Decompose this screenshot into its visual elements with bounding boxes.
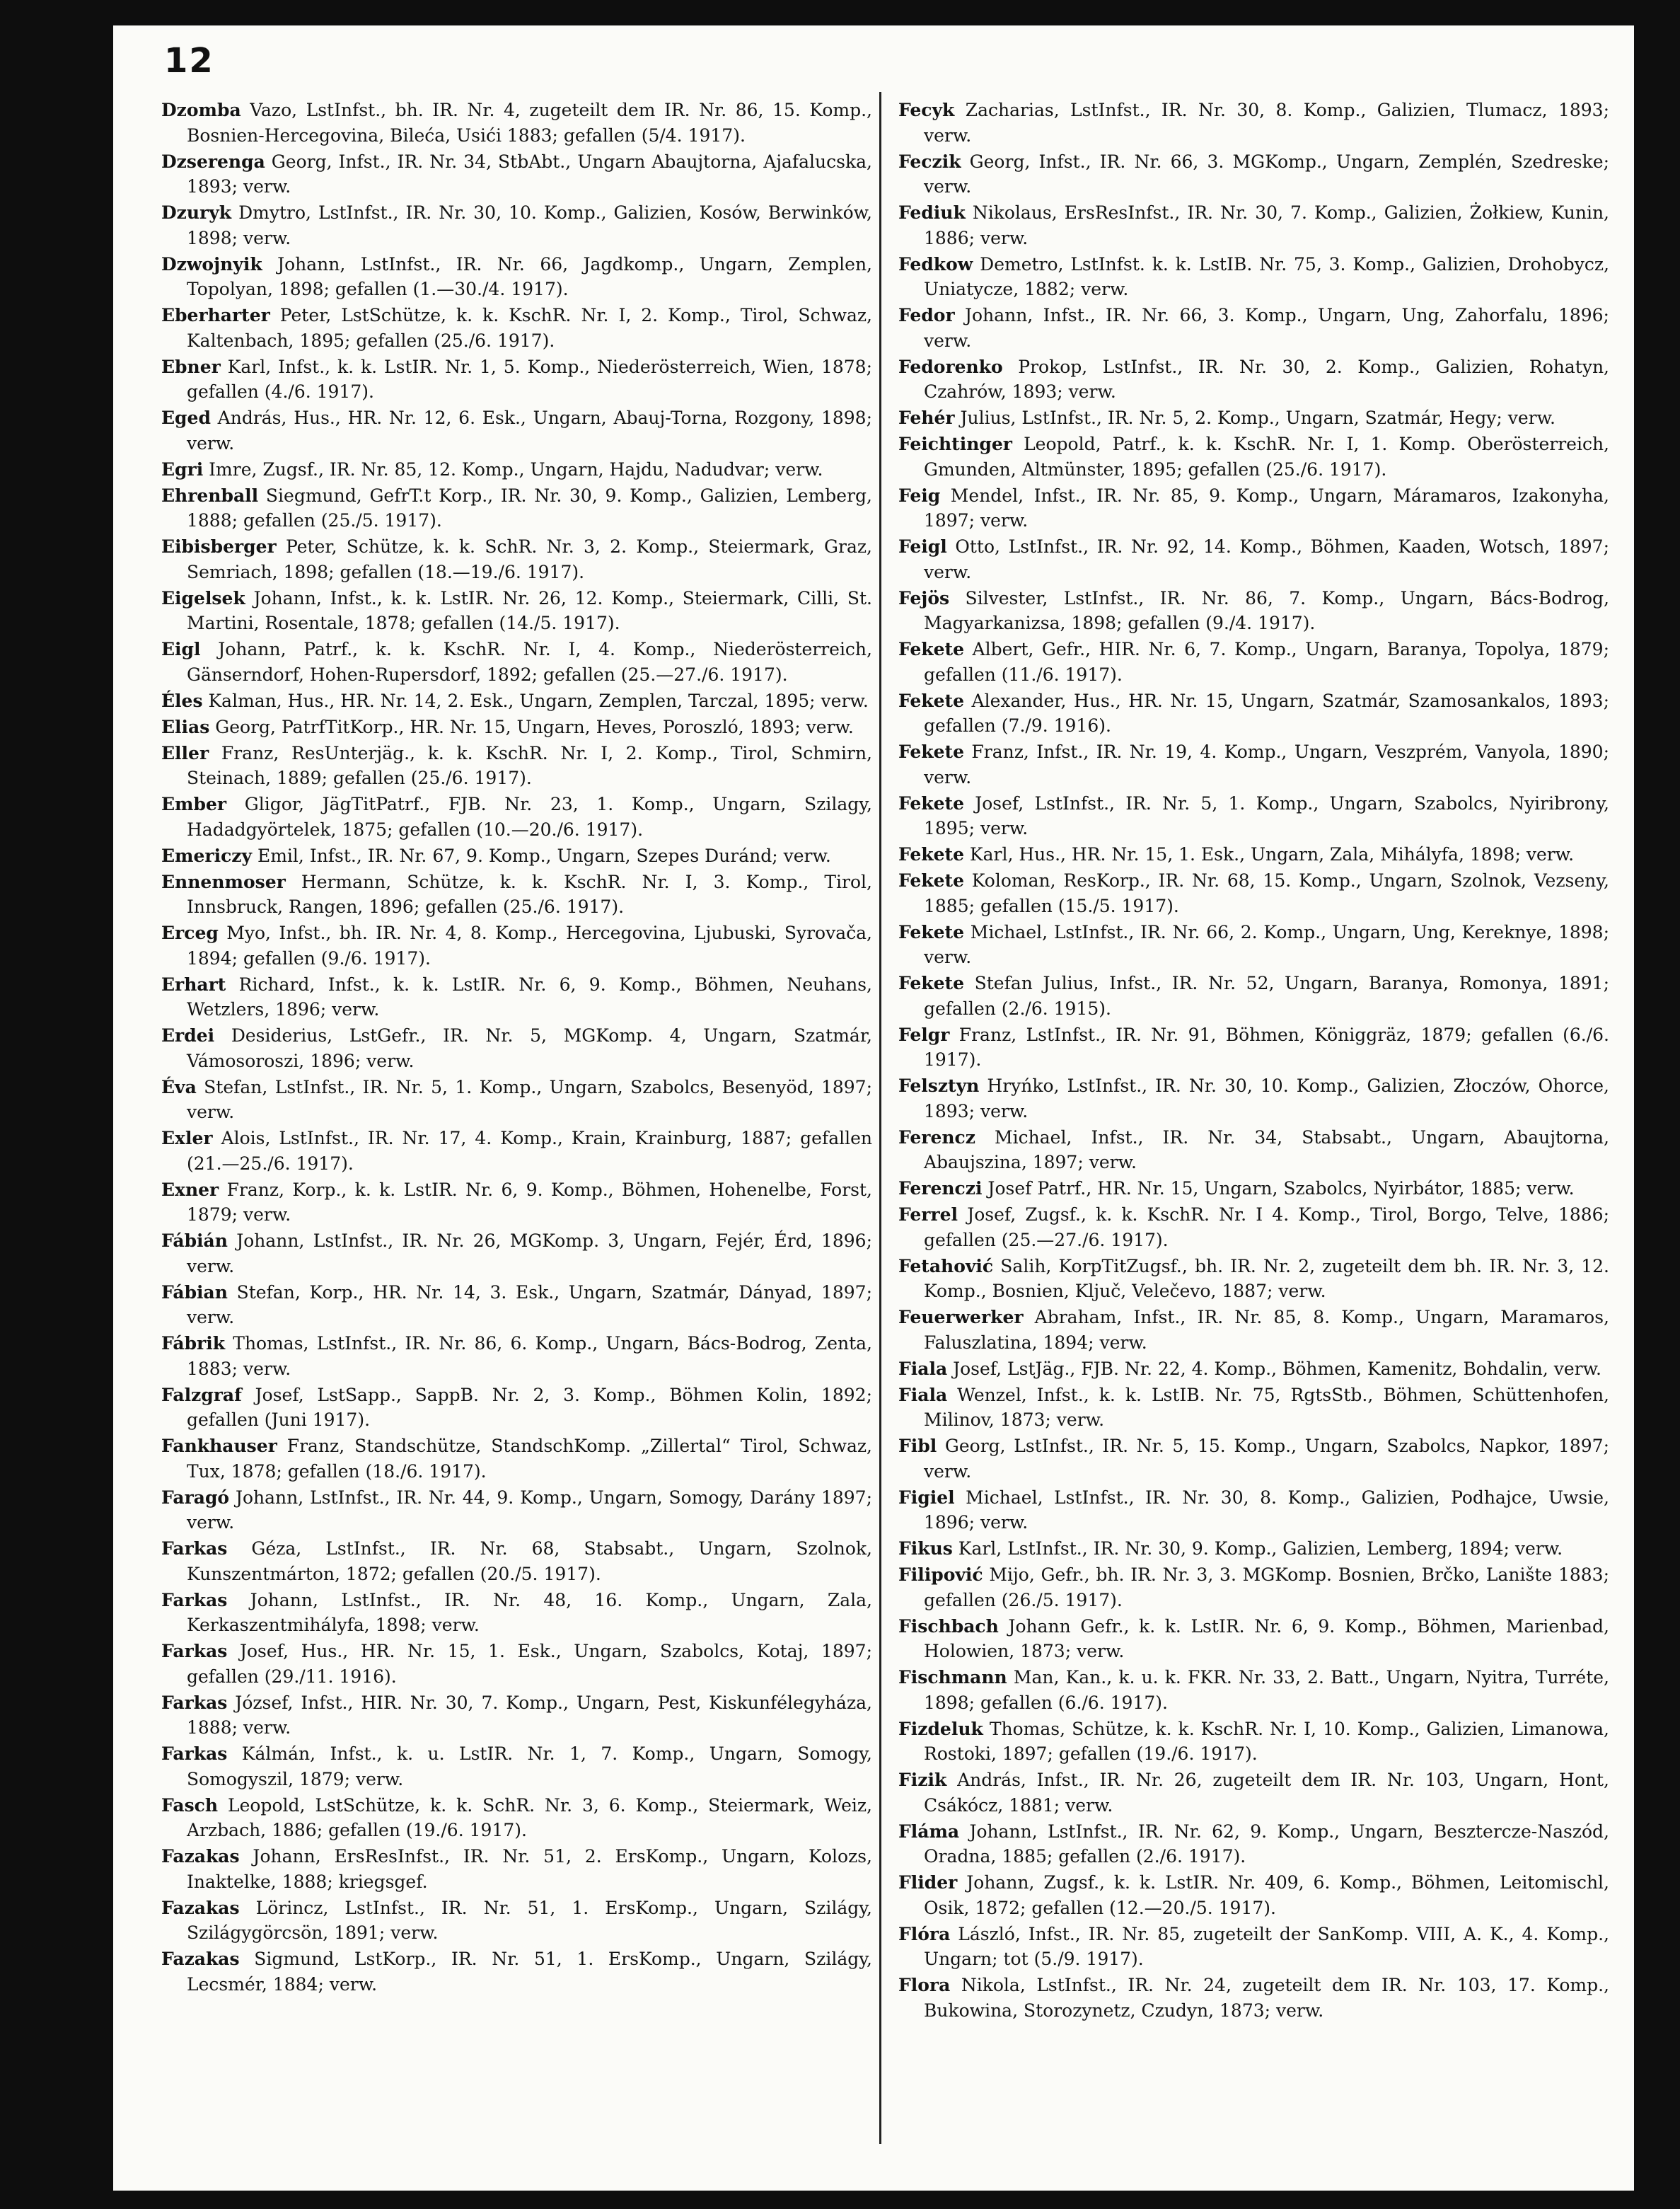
entry-details: Thomas, Schütze, k. k. KschR. Nr. I, 10. Komp., Galizien, Limanowa, Rostoki, 1897; gefallen (19./6. 1917). [924,1718,1609,1764]
entry-surname: Ennenmoser [161,871,286,892]
list-entry [898,303,1609,353]
entry-surname: Fasch [161,1794,219,1816]
entry-details: Dmytro, LstInfst., IR. Nr. 30, 10. Komp., Galizien, Kosów, Berwinków, 1898; verw. [187,202,872,248]
list-entry [898,586,1609,636]
list-entry [898,1073,1609,1124]
list-entry [898,842,1609,867]
entry-details: Johann, LstInfst., IR. Nr. 66, Jagdkomp., Ungarn, Zemplen, Topolyan, 1898; gefallen (1.—30./4. 1917). [187,253,872,299]
entry-surname: Dzuryk [161,202,232,223]
entry-details: Demetro, LstInfst. k. k. LstIB. Nr. 75, 3. Komp., Galizien, Drohobycz, Uniatycze, 1882; verw. [924,253,1609,299]
entry-surname: Fiala [898,1358,948,1379]
entry-details: Franz, ResUnterjäg., k. k. KschR. Nr. I, 2. Komp., Tirol, Schmirn, Steinach, 1889; gefallen (25./6. 1917). [187,742,872,788]
entry-details: Georg, LstInfst., IR. Nr. 5, 15. Komp., Ungarn, Szabolcs, Napkor, 1897; verw. [924,1436,1609,1482]
entry-surname: Fibl [898,1436,937,1456]
entry-details: Man, Kan., k. u. k. FKR. Nr. 33, 2. Batt., Ungarn, Nyitra, Turréte, 1898; gefallen (6./6. 1917). [924,1667,1609,1713]
entry-details: Silvester, LstInfst., IR. Nr. 86, 7. Komp., Ungarn, Bács-Bodrog, Magyarkanizsa, 1898; gefallen (9./4. 1917). [924,587,1609,633]
list-entry [898,200,1609,250]
entry-details: Karl, Hus., HR. Nr. 15, 1. Esk., Ungarn, Zala, Mihályfa, 1898; verw. [963,844,1575,865]
entry-details: Stefan, Korp., HR. Nr. 14, 3. Esk., Ungarn, Szatmár, Dányad, 1897; verw. [187,1281,872,1327]
entry-surname: Fikus [898,1538,953,1559]
entry-details: Julius, LstInfst., IR. Nr. 5, 2. Komp., Ungarn, Szatmár, Hegy; verw. [954,408,1556,428]
list-entry [161,1023,872,1073]
entry-details: Josef, LstInfst., IR. Nr. 5, 1. Komp., Ungarn, Szabolcs, Nyiribrony, 1895; verw. [924,792,1609,838]
entry-surname: Dzomba [161,100,241,120]
entry-surname: Fankhauser [161,1436,277,1456]
entry-details: Abraham, Infst., IR. Nr. 85, 8. Komp., Ungarn, Maramaros, Faluszlatina, 1894; verw. [924,1307,1609,1353]
entry-details: Peter, LstSchütze, k. k. KschR. Nr. I, 2. Komp., Tirol, Schwaz, Kaltenbach, 1895; gefallen (25./6. 1917). [187,305,872,351]
entry-surname: Fischbach [898,1615,999,1637]
list-entry [161,1741,872,1792]
entry-details: Albert, Gefr., HIR. Nr. 6, 7. Komp., Ungarn, Baranya, Topolya, 1879; gefallen (11./6. 1917). [924,639,1609,685]
entry-surname: Fábian [161,1281,228,1303]
entry-details: Johann, LstInfst., IR. Nr. 62, 9. Komp., Ungarn, Besztercze-Naszód, Oradna, 1885; gefallen (2./6. 1917). [924,1821,1609,1867]
entry-details: Gligor, JägTitPatrf., FJB. Nr. 23, 1. Komp., Ungarn, Szilagy, Hadadgyörtelek, 1875; gefallen (10.—20./6. 1917). [187,794,872,840]
entry-details: Alois, LstInfst., IR. Nr. 17, 4. Komp., Krain, Krainburg, 1887; gefallen (21.—25./6. 1917). [187,1128,872,1174]
entry-details: Leopold, LstSchütze, k. k. SchR. Nr. 3, 6. Komp., Steiermark, Weiz, Arzbach, 1886; gefallen (19./6. 1917). [187,1794,872,1840]
list-entry [161,534,872,584]
entry-surname: Elias [161,716,210,737]
entry-surname: Éles [161,690,203,711]
entry-details: Nikola, LstInfst., IR. Nr. 24, zugeteilt dem IR. Nr. 103, 17. Komp., Bukowina, Storozynetz, Czudyn, 1873; verw. [924,1975,1609,2021]
entry-surname: Fedorenko [898,356,1003,377]
list-entry [161,715,872,740]
right-column [898,98,1609,2024]
entry-details: Johann, Infst., IR. Nr. 66, 3. Komp., Ungarn, Ung, Zahorfalu, 1896; verw. [924,305,1609,351]
entry-surname: Fábián [161,1230,228,1251]
entry-surname: Éva [161,1076,197,1097]
entry-details: László, Infst., IR. Nr. 85, zugeteilt der SanKomp. VIII, A. K., 4. Komp., Ungarn; tot (5./9. 1917). [924,1923,1609,1969]
entry-surname: Fekete [898,870,964,891]
entry-surname: Falzgraf [161,1384,242,1405]
entry-surname: Fedor [898,305,955,325]
entry-surname: Fetahović [898,1255,994,1276]
list-entry [161,1075,872,1125]
entry-surname: Fedkow [898,253,973,275]
entry-details: Josef, LstSapp., SappB. Nr. 2, 3. Komp., Böhmen Kolin, 1892; gefallen (Juni 1917). [187,1384,872,1430]
entry-details: Salih, KorpTitZugsf., bh. IR. Nr. 2, zugeteilt dem bh. IR. Nr. 3, 12. Komp., Bosnien, Ključ, Velečevo, 1887; verw. [924,1255,1609,1301]
list-entry [898,1356,1609,1382]
entry-surname: Fiala [898,1384,948,1405]
entry-details: Prokop, LstInfst., IR. Nr. 30, 2. Komp., Galizien, Rohatyn, Czahrów, 1893; verw. [924,356,1609,402]
entry-details: Richard, Infst., k. k. LstIR. Nr. 6, 9. Komp., Böhmen, Neuhans, Wetzlers, 1896; verw. [187,974,872,1020]
entry-surname: Eibisberger [161,536,277,557]
entry-details: Otto, LstInfst., IR. Nr. 92, 14. Komp., Böhmen, Kaaden, Wotsch, 1897; verw. [924,536,1609,582]
entry-details: Wenzel, Infst., k. k. LstIB. Nr. 75, RgtsStb., Böhmen, Schüttenhofen, Milinov, 1873; verw. [924,1384,1609,1430]
list-entry [161,1896,872,1946]
entry-details: Michael, LstInfst., IR. Nr. 66, 2. Komp., Ungarn, Ung, Kereknye, 1898; verw. [924,921,1609,967]
list-entry [161,149,872,200]
entry-surname: Fláma [898,1821,960,1842]
entry-surname: Fazakas [161,1949,240,1969]
list-entry [161,200,872,250]
entry-details: Johann, Zugsf., k. k. LstIR. Nr. 409, 6. Komp., Böhmen, Leitomischl, Osik, 1872; gefallen (12.—20./5. 1917). [924,1872,1609,1918]
list-entry [898,1717,1609,1767]
entry-surname: Fekete [898,690,964,711]
list-entry [161,405,872,456]
entry-details: Josef, Zugsf., k. k. KschR. Nr. I 4. Komp., Tirol, Borgo, Telve, 1886; gefallen (25.—27./6. 1917). [924,1204,1609,1250]
list-entry [161,252,872,302]
list-entry [898,1665,1609,1715]
entry-surname: Fekete [898,921,964,942]
entry-surname: Exler [161,1128,213,1148]
entry-surname: Ferrel [898,1204,958,1225]
entry-details: Kálmán, Infst., k. u. LstIR. Nr. 1, 7. Komp., Ungarn, Somogy, Somogyszil, 1879; verw. [187,1743,872,1789]
entry-details: Stefan Julius, Infst., IR. Nr. 52, Ungarn, Baranya, Romonya, 1891; gefallen (2./6. 1915). [924,973,1609,1019]
entry-details: Johann, ErsResInfst., IR. Nr. 51, 2. ErsKomp., Ungarn, Kolozs, Inaktelke, 1888; kriegsgef. [187,1846,872,1892]
list-entry [161,688,872,714]
list-entry [898,1305,1609,1355]
entry-surname: Feigl [898,536,947,557]
entry-details: Mendel, Infst., IR. Nr. 85, 9. Komp., Ungarn, Máramaros, Izakonyha, 1897; verw. [924,485,1609,531]
entry-details: Alexander, Hus., HR. Nr. 15, Ungarn, Szatmár, Szamosankalos, 1893; gefallen (7./9. 1916). [924,690,1609,736]
list-entry [161,1536,872,1586]
list-entry [161,1280,872,1330]
list-entry [161,1844,872,1894]
entry-surname: Filipović [898,1564,983,1585]
list-entry [161,1383,872,1433]
column-divider [879,92,881,2144]
entry-details: Josef, Hus., HR. Nr. 15, 1. Esk., Ungarn, Szabolcs, Kotaj, 1897; gefallen (29./11. 1916). [187,1641,872,1687]
entry-details: Johann, LstInfst., IR. Nr. 26, MGKomp. 3, Ungarn, Fejér, Érd, 1896; verw. [187,1230,872,1276]
list-entry [161,1639,872,1689]
entry-surname: Farkas [161,1641,228,1661]
entry-surname: Feichtinger [898,434,1012,454]
entry-details: Georg, Infst., IR. Nr. 34, StbAbt., Ungarn Abaujtorna, Ajafalucska, 1893; verw. [187,151,872,197]
entry-details: Georg, Infst., IR. Nr. 66, 3. MGKomp., Ungarn, Zemplén, Szedreske; verw. [924,151,1609,197]
list-entry [898,432,1609,482]
entry-surname: Feig [898,485,941,506]
entry-details: Zacharias, LstInfst., IR. Nr. 30, 8. Komp., Galizien, Tlumacz, 1893; verw. [924,100,1609,146]
entry-details: Josef, LstJäg., FJB. Nr. 22, 4. Komp., Böhmen, Kamenitz, Bohdalin, verw. [947,1358,1601,1379]
entry-details: Desiderius, LstGefr., IR. Nr. 5, MGKomp. 4, Ungarn, Szatmár, Vámosoroszi, 1896; verw. [187,1025,872,1071]
list-entry [898,688,1609,739]
entry-surname: Eigl [161,639,201,659]
entry-surname: Farkas [161,1538,228,1559]
entry-details: Mijo, Gefr., bh. IR. Nr. 3, 3. MGKomp. Bosnien, Brčko, Lanište 1883; gefallen (26./5. 1917). [924,1564,1609,1610]
entry-surname: Fizik [898,1770,947,1790]
page-number: 12 [164,41,214,81]
entry-details: Peter, Schütze, k. k. SchR. Nr. 3, 2. Komp., Steiermark, Graz, Semriach, 1898; gefallen (18.—19./6. 1917). [187,536,872,582]
entry-surname: Egri [161,458,204,480]
entry-surname: Feuerwerker [898,1307,1024,1327]
list-entry [898,1536,1609,1562]
list-entry [898,868,1609,918]
entry-surname: Farkas [161,1743,228,1764]
list-entry [161,1690,872,1741]
list-entry [898,1434,1609,1484]
list-entry [898,483,1609,533]
entry-surname: Fekete [898,792,964,814]
entry-surname: Feczik [898,151,961,172]
entry-surname: Felgr [898,1024,950,1045]
entry-surname: Eigelsek [161,587,245,609]
entry-surname: Flider [898,1872,958,1893]
list-entry [898,1922,1609,1972]
entry-details: Karl, LstInfst., IR. Nr. 30, 9. Komp., Galizien, Lemberg, 1894; verw. [952,1538,1563,1559]
entry-details: Johann, Patrf., k. k. KschR. Nr. I, 4. Komp., Niederösterreich, Gänserndorf, Hohen-Rupersdorf, 1892; gefallen (25.—27./6. 1917). [187,639,872,685]
left-column [161,98,872,1998]
entry-surname: Fábrik [161,1333,226,1354]
list-entry [898,149,1609,200]
entry-details: Kalman, Hus., HR. Nr. 14, 2. Esk., Ungarn, Zemplen, Tarczal, 1895; verw. [202,690,869,711]
list-entry [898,1614,1609,1664]
entry-surname: Emericzy [161,845,253,866]
list-entry [161,972,872,1022]
entry-surname: Fekete [898,844,964,865]
entry-surname: Ferenczi [898,1178,983,1199]
entry-surname: Fehér [898,408,955,428]
entry-surname: Farkas [161,1589,228,1610]
entry-surname: Fazakas [161,1897,240,1918]
entry-surname: Ember [161,794,227,814]
entry-details: Emil, Infst., IR. Nr. 67, 9. Komp., Ungarn, Szepes Duránd; verw. [252,845,831,866]
list-entry [161,1434,872,1484]
list-entry [161,1331,872,1381]
list-entry [161,483,872,533]
entry-surname: Eged [161,408,211,428]
entry-surname: Fischmann [898,1667,1007,1688]
entry-details: Franz, Standschütze, StandschKomp. „Zillertal“ Tirol, Schwaz, Tux, 1878; gefallen (18./6. 1917). [187,1436,872,1482]
entry-surname: Fekete [898,742,964,762]
list-entry [161,792,872,842]
entry-surname: Flóra [898,1923,951,1944]
entry-details: András, Hus., HR. Nr. 12, 6. Esk., Ungarn, Abauj-Torna, Rozgony, 1898; verw. [187,408,872,454]
list-entry [898,637,1609,687]
entry-surname: Fediuk [898,202,966,223]
list-entry [161,1946,872,1997]
entry-surname: Fekete [898,973,964,993]
entry-surname: Ebner [161,356,221,377]
entry-details: Leopold, Patrf., k. k. KschR. Nr. I, 1. Komp. Oberösterreich, Gmunden, Altmünster, 1895; gefallen (25./6. 1917). [924,434,1609,480]
entry-details: Lörincz, LstInfst., IR. Nr. 51, 1. ErsKomp., Ungarn, Szilágy, Szilágygörcsön, 1891; verw. [187,1897,872,1943]
entry-details: Johann, LstInfst., IR. Nr. 44, 9. Komp., Ungarn, Somogy, Darány 1897; verw. [187,1487,872,1533]
list-entry [898,534,1609,584]
entry-surname: Flora [898,1975,951,1995]
list-entry [898,739,1609,790]
entry-details: Franz, LstInfst., IR. Nr. 91, Böhmen, Königgräz, 1879; gefallen (6./6. 1917). [924,1024,1609,1070]
entry-details: Georg, PatrfTitKorp., HR. Nr. 15, Ungarn, Heves, Poroszló, 1893; verw. [209,716,854,737]
list-entry [161,1228,872,1279]
entry-surname: Felsztyn [898,1075,980,1096]
entry-details: Johann Gefr., k. k. LstIR. Nr. 6, 9. Komp., Böhmen, Marienbad, Holowien, 1873; verw. [924,1615,1609,1661]
list-entry [898,1485,1609,1535]
list-entry [898,1022,1609,1073]
entry-surname: Erdei [161,1025,215,1046]
list-entry [161,921,872,971]
entry-details: Johann, LstInfst., IR. Nr. 48, 16. Komp., Ungarn, Zala, Kerkaszentmihályfa, 1898; verw. [187,1589,872,1635]
entry-details: Siegmund, GefrT.t Korp., IR. Nr. 30, 9. Komp., Galizien, Lemberg, 1888; gefallen (25./5. 1917). [187,485,872,531]
entry-surname: Fekete [898,639,964,659]
entry-details: Johann, Infst., k. k. LstIR. Nr. 26, 12. Komp., Steiermark, Cilli, St. Martini, Rosentale, 1878; gefallen (14./5. 1917). [187,587,872,633]
entry-surname: Erhart [161,974,226,995]
entry-surname: Farkas [161,1692,228,1713]
list-entry [161,1177,872,1228]
list-entry [898,1973,1609,2023]
list-entry [898,791,1609,841]
list-entry [898,1254,1609,1304]
list-entry [898,1767,1609,1818]
list-entry [161,1485,872,1535]
entry-details: Michael, Infst., IR. Nr. 34, Stabsabt., Ungarn, Abaujtorna, Abaujszina, 1897; verw. [924,1126,1609,1172]
entry-details: Hermann, Schütze, k. k. KschR. Nr. I, 3. Komp., Tirol, Innsbruck, Rangen, 1896; gefallen (25./6. 1917). [187,871,872,917]
entry-surname: Fejös [898,587,950,609]
entry-details: Michael, LstInfst., IR. Nr. 30, 8. Komp., Galizien, Podhajce, Uwsie, 1896; verw. [924,1487,1609,1533]
list-entry [161,1588,872,1638]
list-entry [161,1793,872,1843]
list-entry [161,870,872,920]
entry-surname: Faragó [161,1487,230,1508]
entry-surname: Eberharter [161,305,270,325]
list-entry [161,457,872,483]
list-entry [898,354,1609,405]
list-entry [898,1383,1609,1433]
entry-details: Géza, LstInfst., IR. Nr. 68, Stabsabt., Ungarn, Szolnok, Kunszentmárton, 1872; gefallen (20./5. 1917). [187,1538,872,1584]
entry-details: József, Infst., HIR. Nr. 30, 7. Komp., Ungarn, Pest, Kiskunfélegyháza, 1888; verw. [187,1692,872,1738]
entry-details: András, Infst., IR. Nr. 26, zugeteilt dem IR. Nr. 103, Ungarn, Hont, Csákócz, 1881; verw. [924,1770,1609,1816]
entry-details: Sigmund, LstKorp., IR. Nr. 51, 1. ErsKomp., Ungarn, Szilágy, Lecsmér, 1884; verw. [187,1949,872,1995]
entry-details: Thomas, LstInfst., IR. Nr. 86, 6. Komp., Ungarn, Bács-Bodrog, Zenta, 1883; verw. [187,1333,872,1379]
entry-surname: Erceg [161,923,219,943]
entry-details: Franz, Infst., IR. Nr. 19, 4. Komp., Ungarn, Veszprém, Vanyola, 1890; verw. [924,742,1609,788]
list-entry [161,637,872,687]
list-entry [898,1176,1609,1201]
entry-surname: Ehrenball [161,485,259,506]
entry-surname: Fecyk [898,100,955,120]
entry-surname: Fizdeluk [898,1718,983,1739]
list-entry [161,586,872,636]
entry-details: Stefan, LstInfst., IR. Nr. 5, 1. Komp., Ungarn, Szabolcs, Besenyöd, 1897; verw. [187,1076,872,1122]
entry-surname: Ferencz [898,1126,975,1148]
list-entry [161,303,872,353]
list-entry [161,354,872,405]
entry-details: Nikolaus, ErsResInfst., IR. Nr. 30, 7. Komp., Galizien, Żołkiew, Kunin, 1886; verw. [924,202,1609,248]
list-entry [161,741,872,791]
entry-details: Koloman, ResKorp., IR. Nr. 68, 15. Komp., Ungarn, Szolnok, Vezseny, 1885; gefallen (15./5. 1917). [924,870,1609,916]
entry-details: Franz, Korp., k. k. LstIR. Nr. 6, 9. Komp., Böhmen, Hohenelbe, Forst, 1879; verw. [187,1179,872,1225]
entry-surname: Exner [161,1179,219,1200]
entry-details: Josef Patrf., HR. Nr. 15, Ungarn, Szabolcs, Nyirbátor, 1885; verw. [982,1178,1575,1199]
entry-details: Hryńko, LstInfst., IR. Nr. 30, 10. Komp., Galizien, Złoczów, Ohorce, 1893; verw. [924,1075,1609,1121]
list-entry [898,1562,1609,1613]
list-entry [898,98,1609,148]
entry-surname: Dzwojnyik [161,253,262,275]
entry-details: Karl, Infst., k. k. LstIR. Nr. 1, 5. Komp., Niederösterreich, Wien, 1878; gefallen (4./6. 1917). [187,356,872,402]
list-entry [898,405,1609,431]
entry-surname: Dzserenga [161,151,265,172]
list-entry [898,971,1609,1021]
list-entry [161,843,872,869]
list-entry [898,1202,1609,1252]
entry-details: Vazo, LstInfst., bh. IR. Nr. 4, zugeteilt dem IR. Nr. 86, 15. Komp., Bosnien-Hercegovina, Bileća, Usići 1883; gefallen (5/4. 1917). [187,100,872,146]
list-entry [898,1125,1609,1175]
entry-surname: Figiel [898,1487,955,1508]
list-entry [898,1819,1609,1869]
list-entry [898,920,1609,970]
entry-details: Myo, Infst., bh. IR. Nr. 4, 8. Komp., Hercegovina, Ljubuski, Syrovača, 1894; gefallen (9./6. 1917). [187,923,872,969]
entry-surname: Fazakas [161,1846,240,1867]
list-entry [161,98,872,148]
entry-surname: Eller [161,742,209,763]
list-entry [161,1126,872,1176]
list-entry [898,1870,1609,1920]
list-entry [898,252,1609,302]
entry-details: Imre, Zugsf., IR. Nr. 85, 12. Komp., Ungarn, Hajdu, Nadudvar; verw. [203,458,823,480]
